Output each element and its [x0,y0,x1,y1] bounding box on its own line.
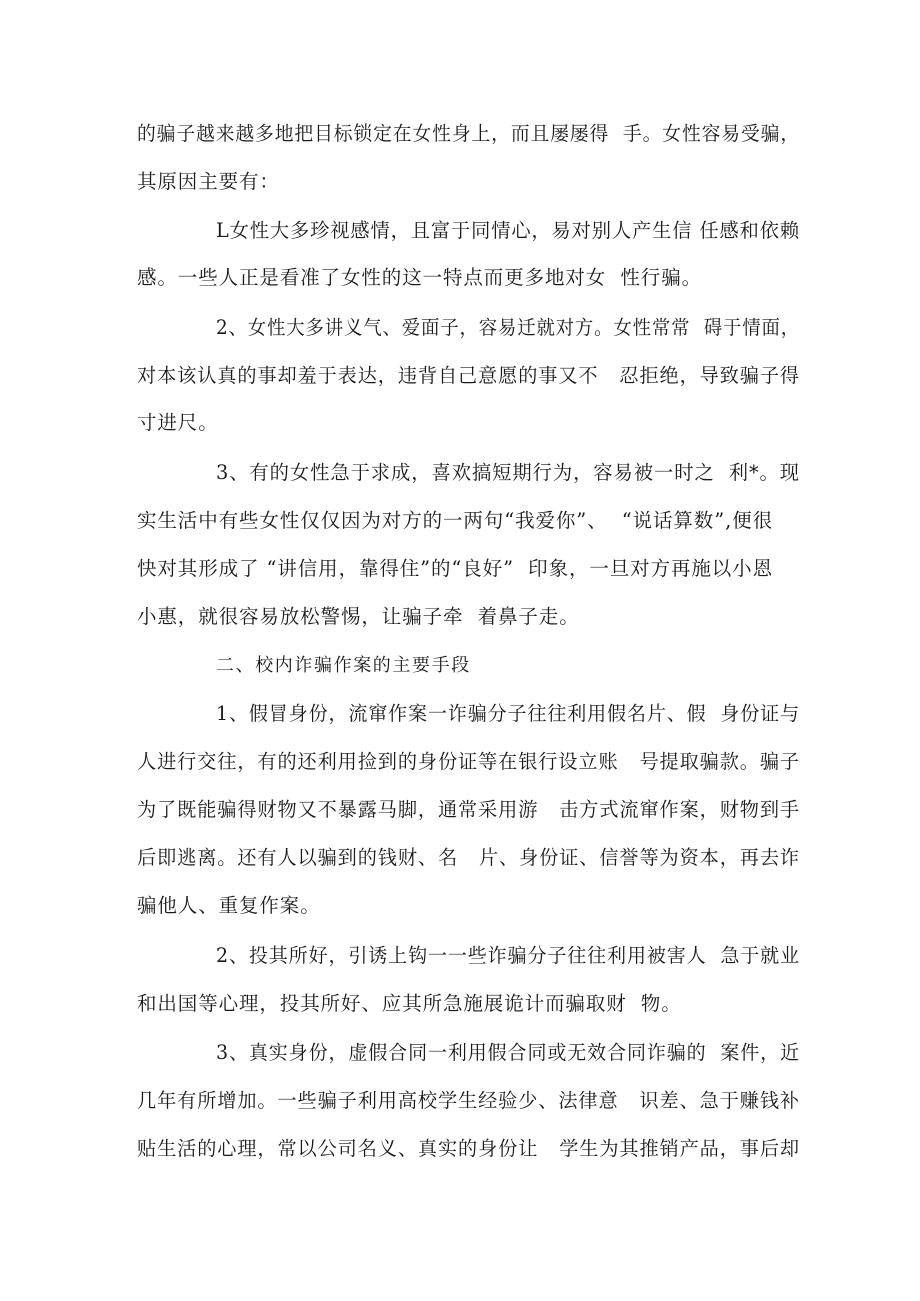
text-line: 后即逃离。还有人以骗到的钱财、名 片、身份证、信誉等为资本，再去诈 [137,846,800,869]
text-line: 实生活中有些女性仅仅因为对方的一两句“我爱你”、 “说话算数”,便很 [137,509,773,532]
section-title: 二、校内诈骗作案的主要手段 [216,655,471,676]
text-line: 2、女性大多讲义气、爱面子，容易迁就对方。女性常常 碍于情面， [216,316,801,339]
text-line: 的骗子越来越多地把目标锁定在女性身上，而且屡屡得 手。女性容易受骗， [137,122,801,145]
text-line: 和出国等心理，投其所好、应其所急施展诡计而骗取财 物。 [137,992,682,1015]
text-line: 3、有的女性急于求成，喜欢搞短期行为，容易被一时之 利*。现 [216,461,801,484]
text-line: 寸进尺。 [137,411,219,434]
text-line: 3、真实身份，虚假合同一利用假合同或无效合同诈骗的 案件，近 [216,1041,800,1064]
text-line: 其原因主要有： [137,170,280,193]
text-line: 2、投其所好，引诱上钩一一些诈骗分子往往利用被害人 急于就业 [216,944,800,967]
text-line: 骗他人、重复作案。 [137,894,321,917]
text-line: 感。一些人正是看准了女性的这一特点而更多地对女 性行骗。 [137,266,702,289]
text-line: L女性大多珍视感情，且富于同情心，易对别人产生信 任感和依赖 [216,219,800,242]
text-line: 为了既能骗得财物又不暴露马脚，通常采用游 击方式流窜作案，财物到手 [137,798,800,821]
text-line: 人进行交往，有的还利用捡到的身份证等在银行设立账 号提取骗款。骗子 [137,750,800,773]
text-line: 几年有所增加。一些骗子利用高校学生经验少、法律意 识差、急于赚钱补 [137,1089,800,1112]
text-line: 对本该认真的事却羞于表达，违背自己意愿的事又不 忍拒绝，导致骗子得 [137,364,800,387]
text-line: 1、假冒身份，流窜作案一诈骗分子往往利用假名片、假 身份证与 [216,702,800,725]
text-line: 小惠，就很容易放松警惕，让骗子牵 着鼻子走。 [137,605,580,628]
text-line: 快对其形成了 “讲信用，靠得住”的“良好” 印象，一旦对方再施以小恩 [137,557,773,580]
text-line: 贴生活的心理，常以公司名义、真实的身份让 学生为其推销产品，事后却 [137,1137,800,1160]
